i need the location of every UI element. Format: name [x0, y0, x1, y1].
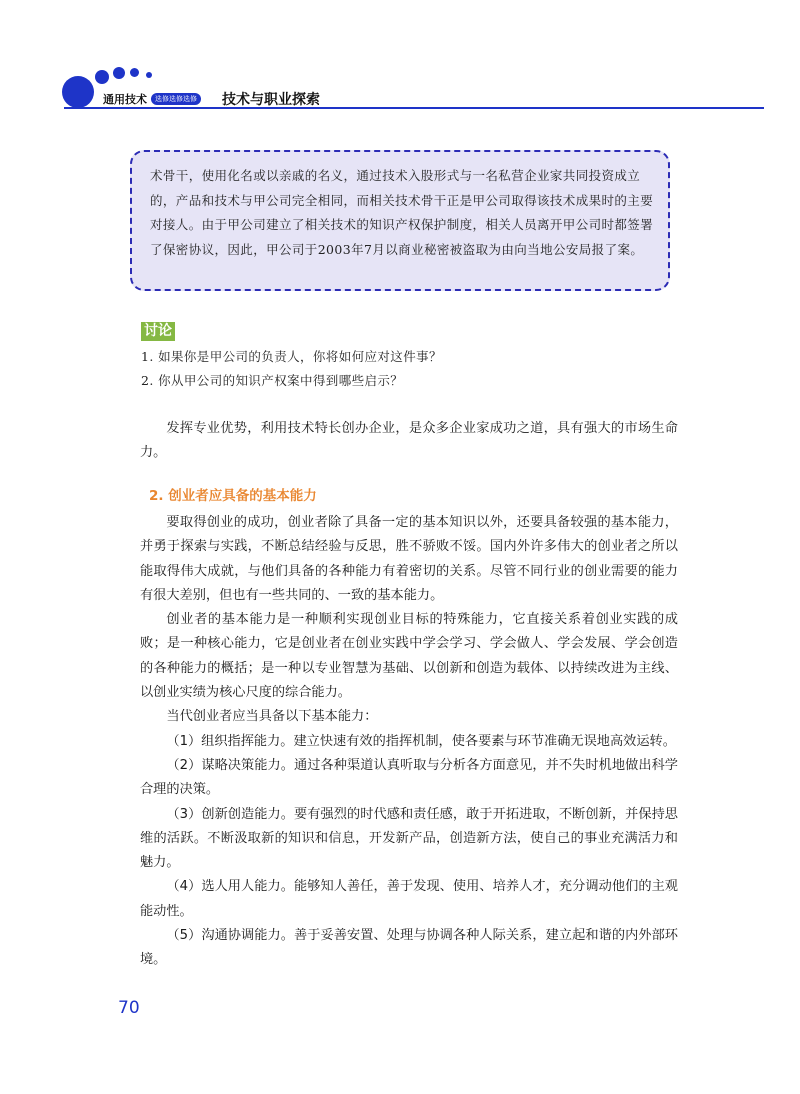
body-paragraph-3: 当代创业者应当具备以下基本能力： — [166, 709, 378, 725]
page-number: 70 — [118, 998, 140, 1018]
body-paragraph-2: 创业者的基本能力是一种顺利实现创业目标的特殊能力，它直接关系着创业实践的成败；是一种核心能力，它是创业者在创业实践中学会学习、学会做人、学会发展、学会创造的各种能力的概括；是一种以专业智慧为基础、以创新和创造为载体、以持续改进为主线、以创业实绩为核心尺度的综合能力。 — [140, 612, 678, 701]
ability-item-4: （4）选人用人能力。能够知人善任，善于发现、使用、培养人才，充分调动他们的主观能动性。 — [140, 879, 678, 919]
header-dot-medium-2 — [113, 67, 125, 79]
header-dot-small-1 — [130, 68, 139, 77]
ability-item-5: （5）沟通协调能力。善于妥善安置、处理与协调各种人际关系，建立起和谐的内外部环境。 — [140, 928, 678, 968]
section-body — [140, 511, 678, 973]
header-dot-small-2 — [146, 72, 152, 78]
case-study-box — [130, 150, 670, 291]
header-series-tag — [103, 91, 201, 107]
discussion-question-2: 2. 你从甲公司的知识产权案中得到哪些启示？ — [141, 373, 404, 388]
case-study-text: 术骨干，使用化名或以亲戚的名义，通过技术入股形式与一名私营企业家共同投资成立的，产品和技术与甲公司完全相同，而相关技术骨干正是甲公司取得该技术成果时的主要对接人。由于甲公司建立了相关技术的知识产权保护制度，相关人员离开甲公司时都签署了保密协议，因此，甲公司于2003年7月以商业秘密被盗取为由向当地公安局报了案。 — [150, 168, 654, 257]
book-title: 技术与职业探索 — [222, 92, 320, 108]
discussion-question-1: 1. 如果你是甲公司的负责人，你将如何应对这件事？ — [141, 349, 442, 364]
ability-item-1: （1）组织指挥能力。建立快速有效的指挥机制，使各要素与环节准确无误地高效运转。 — [166, 733, 676, 749]
header-brand: 通用技术 — [103, 93, 147, 106]
header-rule — [64, 107, 764, 109]
body-paragraph-1: 要取得创业的成功，创业者除了具备一定的基本知识以外，还要具备较强的基本能力，并勇于探索与实践，不断总结经验与反思，胜不骄败不馁。国内外许多伟大的创业者之所以能取得伟大成就，与他们具备的各种能力有着密切的关系。尽管不同行业的创业需要的能力有很大差别，但也有一些共同的、一致的基本能力。 — [140, 515, 678, 603]
header-dot-large — [62, 76, 94, 108]
discussion-label: 讨论 — [141, 322, 175, 341]
intro-block — [140, 417, 678, 466]
ability-item-3: （3）创新创造能力。要有强烈的时代感和责任感，敢于开拓进取，不断创新，并保持思维的活跃。不断汲取新的知识和信息，开发新产品，创造新方法，使自己的事业充满活力和魅力。 — [140, 806, 678, 871]
intro-paragraph: 发挥专业优势，利用技术特长创办企业，是众多企业家成功之道，具有强大的市场生命力。 — [140, 421, 678, 461]
discussion-questions — [141, 345, 681, 393]
header-dot-medium-1 — [95, 70, 109, 84]
ability-item-2: （2）谋略决策能力。通过各种渠道认真听取与分析各方面意见，并不失时机地做出科学合理的决策。 — [140, 757, 678, 798]
header-badge: 选修选修选修 — [151, 93, 201, 105]
section-heading: 2. 创业者应具备的基本能力 — [149, 488, 317, 504]
